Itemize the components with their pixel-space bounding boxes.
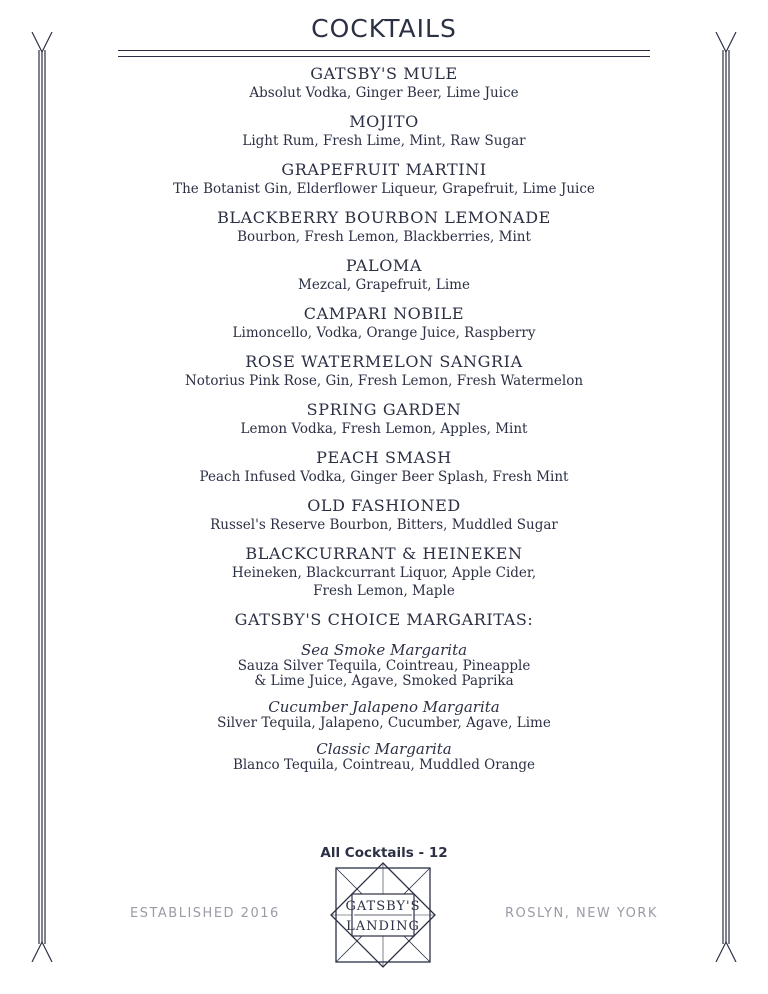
margarita-item: [0, 699, 768, 731]
menu-item: [0, 111, 768, 150]
menu-item: [0, 543, 768, 600]
menu-item: [0, 495, 768, 534]
menu-item-name: PALOMA: [345, 256, 423, 275]
menu-item-desc: Light Rum, Fresh Lime, Mint, Raw Sugar: [242, 133, 526, 149]
margarita-name: Classic Margarita: [316, 740, 452, 758]
page-title: COCKTAILS: [311, 14, 457, 43]
established-text: ESTABLISHED 2016: [130, 906, 280, 921]
menu-item-name: MOJITO: [349, 112, 419, 131]
margarita-item: [0, 642, 768, 689]
menu-item-desc: Heineken, Blackcurrant Liquor, Apple Cider,: [231, 565, 537, 581]
menu-item-name: GATSBY'S MULE: [310, 64, 458, 83]
menu-item-name: SPRING GARDEN: [306, 400, 462, 419]
margarita-desc: Sauza Silver Tequila, Cointreau, Pineapple: [237, 658, 531, 674]
menu-item: [0, 63, 768, 102]
menu-item-desc: Lemon Vodka, Fresh Lemon, Apples, Mint: [240, 421, 528, 437]
margarita-desc-line2: & Lime Juice, Agave, Smoked Paprika: [254, 673, 514, 689]
menu-item-desc-line2: Fresh Lemon, Maple: [313, 583, 455, 599]
price-note: All Cocktails - 12: [320, 845, 448, 861]
menu-item-desc: Absolut Vodka, Ginger Beer, Lime Juice: [249, 85, 519, 101]
location-text: ROSLYN, NEW YORK: [505, 906, 658, 921]
menu-item: [0, 207, 768, 246]
menu-item-name: CAMPARI NOBILE: [303, 304, 465, 323]
menu-item: [0, 399, 768, 438]
margarita-desc: Silver Tequila, Jalapeno, Cucumber, Agave, Lime: [217, 715, 551, 731]
svg-text:LANDING: LANDING: [346, 919, 420, 934]
margarita-name: Sea Smoke Margarita: [300, 641, 468, 659]
gatsbys-landing-logo: [330, 862, 436, 968]
menu-item-name: ROSE WATERMELON SANGRIA: [245, 352, 523, 371]
menu-item-desc: Notorius Pink Rose, Gin, Fresh Lemon, Fresh Watermelon: [184, 373, 584, 389]
margaritas-heading: GATSBY'S CHOICE MARGARITAS:: [234, 610, 534, 629]
menu-item-name: BLACKCURRANT & HEINEKEN: [245, 544, 523, 563]
menu-item-desc: Mezcal, Grapefruit, Lime: [298, 277, 470, 293]
cocktail-menu: [0, 63, 768, 783]
menu-item: [0, 159, 768, 198]
menu-item: [0, 447, 768, 486]
menu-item-name: GRAPEFRUIT MARTINI: [281, 160, 487, 179]
margarita-name: Cucumber Jalapeno Margarita: [268, 698, 500, 716]
margarita-item: [0, 741, 768, 773]
logo-emblem-icon: [330, 862, 436, 968]
menu-item-desc: The Botanist Gin, Elderflower Liqueur, Grapefruit, Lime Juice: [173, 181, 595, 197]
menu-item-desc: Limoncello, Vodka, Orange Juice, Raspberry: [232, 325, 536, 341]
menu-item: [0, 303, 768, 342]
menu-item-name: OLD FASHIONED: [307, 496, 461, 515]
menu-item-name: PEACH SMASH: [316, 448, 452, 467]
menu-item: [0, 255, 768, 294]
menu-item-desc: Russel's Reserve Bourbon, Bitters, Muddled Sugar: [210, 517, 558, 533]
menu-item-desc: Bourbon, Fresh Lemon, Blackberries, Mint: [237, 229, 531, 245]
title-divider: [118, 50, 650, 57]
menu-item-name: BLACKBERRY BOURBON LEMONADE: [217, 208, 551, 227]
menu-item: [0, 351, 768, 390]
menu-item-desc: Peach Infused Vodka, Ginger Beer Splash, Fresh Mint: [199, 469, 569, 485]
margarita-desc: Blanco Tequila, Cointreau, Muddled Orange: [232, 757, 536, 773]
svg-text:GATSBY'S: GATSBY'S: [345, 899, 421, 914]
